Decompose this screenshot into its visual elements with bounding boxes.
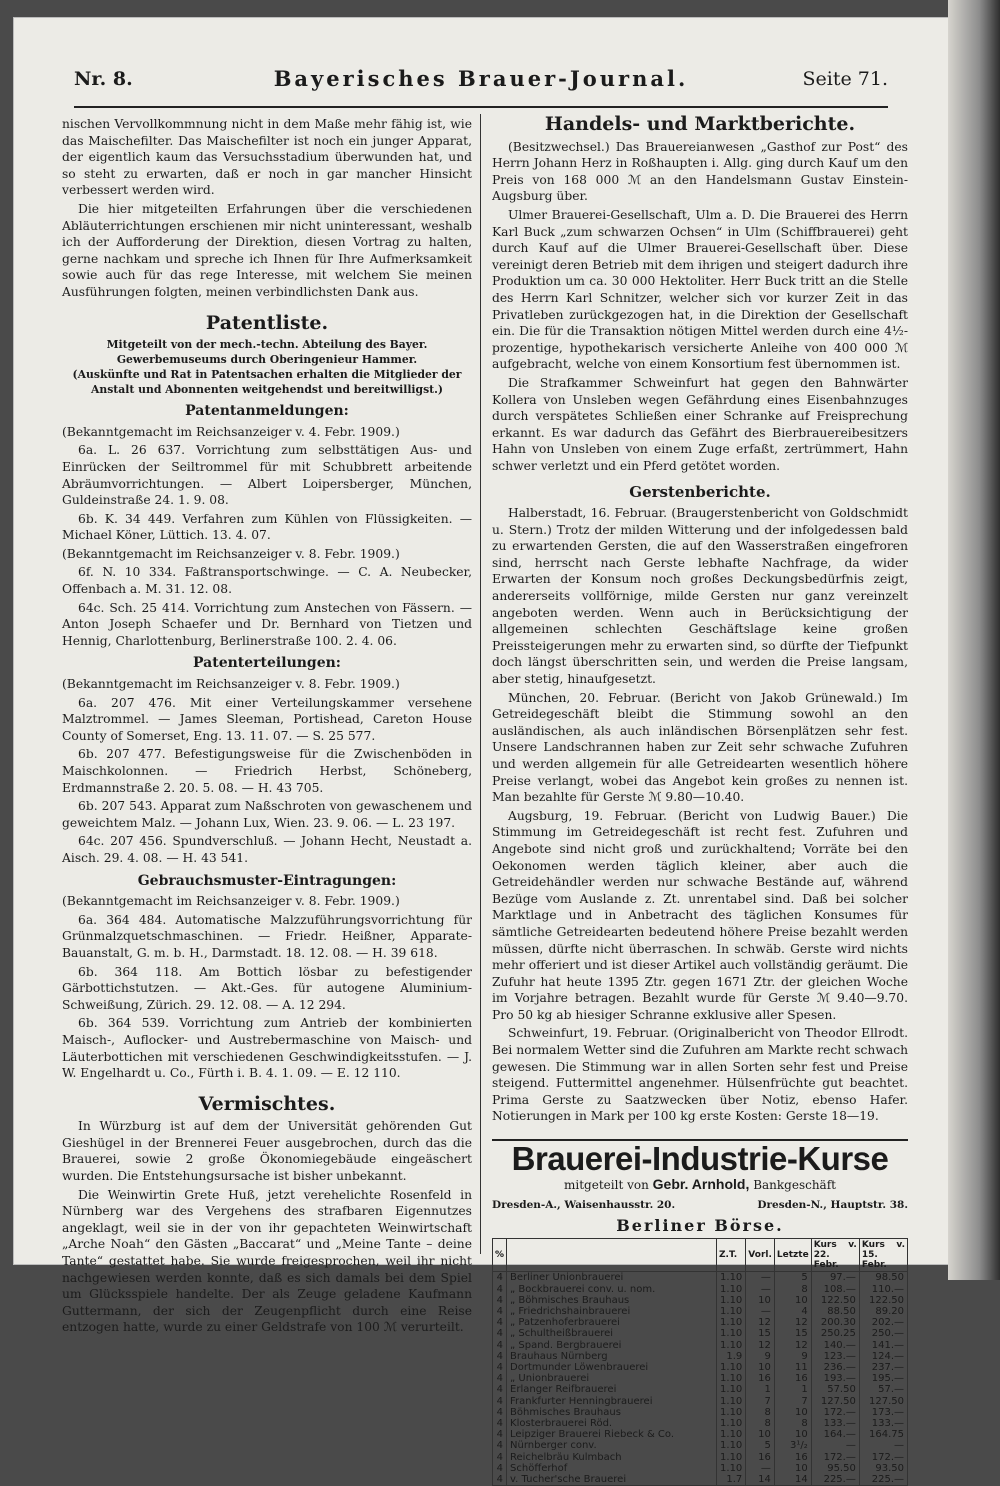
table-cell: 225.—	[859, 1474, 907, 1486]
gerste-paragraph: Schweinfurt, 19. Februar. (Originalbericht von Theodor Ellrodt. Bei normalem Wetter sind die Zufuhren am Markte recht schwach gewesen. Die Stimmung war in allen Sorten sehr fest und Preise steigend. Futtermittel angenehmer. Hülsenfrüchte gut beachtet. Prima Gerste zu Saatzwecken über Notiz, ebenso Hafer. Notierungen in Mark per 100 kg erste Kosten: Gerste 18—19.	[492, 1026, 908, 1124]
table-cell: 250.—	[859, 1328, 907, 1339]
table-cell: 127.50	[811, 1396, 859, 1407]
table-cell: 172.—	[859, 1452, 907, 1463]
table-cell: 250.25	[811, 1328, 859, 1339]
table-cell: 236.—	[811, 1362, 859, 1373]
page-number: Seite 71.	[802, 68, 888, 90]
table-cell: 141.—	[859, 1340, 907, 1351]
table-cell: 7	[746, 1396, 775, 1407]
intro-paragraph: nischen Vervollkommnung nicht in dem Maße mehr fähig ist, wie das Maischefilter. Das Maischefilter ist noch ein junger Apparat, der eigentlich kaum das Versuchsstadium überwunden hat, und so steht zu erwarten, daß er noch in gar mancher Hinsicht verbessert werden wird.	[62, 117, 472, 198]
vermischtes-paragraph: In Würzburg ist auf dem der Universität gehörenden Gut Gieshügel in der Brennerei Feuer ausgebrochen, durch das die Brauerei, sowie 2 große Ökonomiegebäude eingeäschert wurden. Die Entstehungsursache ist bisher unbekannt.	[62, 1119, 472, 1184]
table-row	[493, 1418, 908, 1429]
table-cell: 1.10	[717, 1384, 746, 1395]
table-cell: —	[859, 1440, 907, 1451]
intro-paragraph: Die hier mitgeteilten Erfahrungen über die verschiedenen Abläuterrichtungen erschienen mir nicht uninteressant, weshalb ich der Aufforderung der Direktion, diesen Vortrag zu halten, gerne nachkam und spreche ich Ihnen für Ihre Aufmerksamkeit sowie auch für das rege Interesse, mit welchem Sie meinen Ausführungen folgten, meinen verbindlichsten Dank aus.	[62, 201, 472, 299]
table-cell: 10	[774, 1429, 811, 1440]
brewery-name: „ Böhmisches Brauhaus	[507, 1295, 717, 1306]
col-header-zt: Z.T.	[717, 1239, 746, 1272]
table-cell: 122.50	[859, 1295, 907, 1306]
table-cell: 4	[493, 1440, 507, 1451]
vermischtes-paragraph: Die Weinwirtin Grete Huß, jetzt verehelichte Rosenfeld in Nürnberg war des Vergehens des strafbaren Eigennutzes angeklagt, weil sie in der von ihr gepachteten Weinwirtschaft „Arche Noah“ den Gästen „Baccarat“ und „Meine Tante – deine Tante“ gestattet habe. Sie wurde freigesprochen, weil ihr nicht nachgewiesen werden konnte, daß es sich damals bei dem Spiel um Glücksspiele handelte. Der als Zeuge geladene Kaufmann Guttermann, der sich der Zeugenpflicht durch eine Reise entzogen hatte, wurde zu einer Geldstrafe von 100 ℳ verurteilt.	[62, 1187, 472, 1335]
table-cell: 10	[746, 1295, 775, 1306]
col-header-name	[507, 1239, 717, 1272]
table-cell: 1.10	[717, 1373, 746, 1384]
patent-entry: 6b. 364 118. Am Bottich lösbar zu befestigender Gärbottichstutzen. — Akt.-Ges. für autogene Aluminium-Schweißung, Zürich. 29. 12. 08. — A. 12 294.	[62, 964, 472, 1012]
table-cell: 8	[774, 1418, 811, 1429]
table-cell: 4	[493, 1362, 507, 1373]
table-cell: 10	[774, 1407, 811, 1418]
brewery-name: Reichelbräu Kulmbach	[507, 1452, 717, 1463]
patent-entry: (Bekanntgemacht im Reichsanzeiger v. 4. Febr. 1909.)	[62, 424, 400, 439]
table-cell: 93.50	[859, 1463, 907, 1474]
left-column	[62, 116, 472, 1338]
table-row	[493, 1373, 908, 1384]
table-cell: 237.—	[859, 1362, 907, 1373]
table-cell: 97.—	[811, 1272, 859, 1284]
brewery-name: Böhmisches Brauhaus	[507, 1407, 717, 1418]
table-row	[493, 1440, 908, 1451]
brewery-name: Brauhaus Nürnberg	[507, 1351, 717, 1362]
table-cell: 1.10	[717, 1272, 746, 1284]
table-cell: 1.10	[717, 1452, 746, 1463]
table-cell: 173.—	[859, 1407, 907, 1418]
table-cell: 1.10	[717, 1396, 746, 1407]
table-cell: 4	[493, 1340, 507, 1351]
table-cell: 15	[746, 1328, 775, 1339]
table-row	[493, 1306, 908, 1317]
brewery-name: Berliner Unionbrauerei	[507, 1272, 717, 1284]
anmeldungen-heading: Patentanmeldungen:	[185, 403, 349, 420]
table-cell: 16	[746, 1373, 775, 1384]
table-cell: 140.—	[811, 1340, 859, 1351]
table-cell: 89.20	[859, 1306, 907, 1317]
brewery-name: Schöfferhof	[507, 1463, 717, 1474]
table-cell: 1.10	[717, 1429, 746, 1440]
erteilungen-heading: Patenterteilungen:	[193, 655, 341, 672]
table-row	[493, 1351, 908, 1362]
table-cell: 11	[774, 1362, 811, 1373]
table-cell: 1.10	[717, 1317, 746, 1328]
table-cell: 202.—	[859, 1317, 907, 1328]
table-cell: 1.10	[717, 1284, 746, 1295]
table-cell: 4	[493, 1272, 507, 1284]
table-cell: 9	[774, 1351, 811, 1362]
table-cell: 133.—	[859, 1418, 907, 1429]
patent-entry: 6b. 207 477. Befestigungsweise für die Zwischenböden in Maischkolonnen. — Friedrich Herbst, Schöneberg, Erdmannstraße 2. 20. 5. 08. — H. 43 705.	[62, 747, 472, 795]
kurse-addresses	[492, 1197, 908, 1214]
brewery-name: Erlanger Reifbrauerei	[507, 1384, 717, 1395]
patent-entry: 64c. Sch. 25 414. Vorrichtung zum Anstechen von Fässern. — Anton Joseph Schaefer und Dr. Bernhard von Tietzen und Hennig, Charlottenburg, Berlinerstraße 100. 2. 4. 06.	[62, 600, 472, 648]
table-cell: 16	[774, 1373, 811, 1384]
table-row	[493, 1295, 908, 1306]
table-cell: 57.50	[811, 1384, 859, 1395]
table-cell: 4	[493, 1429, 507, 1440]
table-cell: 9	[746, 1351, 775, 1362]
table-cell: —	[746, 1284, 775, 1295]
col-header-kurs-15: Kurs v. 15. Febr.	[859, 1239, 907, 1272]
column-divider	[480, 114, 481, 1254]
table-cell: 164.75	[859, 1429, 907, 1440]
table-cell: 4	[493, 1306, 507, 1317]
journal-title: Bayerisches Brauer-Journal.	[273, 66, 689, 91]
brewery-name: „ Bockbrauerei conv. u. nom.	[507, 1284, 717, 1295]
table-cell: 12	[746, 1317, 775, 1328]
kurse-firm: Gebr. Arnhold,	[652, 1175, 750, 1192]
gerstenberichte-heading: Gerstenberichte.	[629, 483, 771, 502]
kurse-source	[492, 1176, 908, 1194]
table-cell: —	[746, 1272, 775, 1284]
table-row	[493, 1272, 908, 1284]
table-cell: 4	[493, 1452, 507, 1463]
table-cell: 1.10	[717, 1463, 746, 1474]
col-header-percent: %	[493, 1239, 507, 1272]
table-row	[493, 1317, 908, 1328]
table-cell: 122.50	[811, 1295, 859, 1306]
patent-entry: 6b. K. 34 449. Verfahren zum Kühlen von Flüssigkeiten. — Michael Köner, Lüttich. 13. 4. 07.	[62, 511, 472, 543]
table-cell: 4	[774, 1306, 811, 1317]
table-row	[493, 1362, 908, 1373]
table-cell: 10	[774, 1295, 811, 1306]
table-row	[493, 1474, 908, 1486]
table-cell: 4	[493, 1295, 507, 1306]
table-row	[493, 1429, 908, 1440]
table-cell: 1.10	[717, 1362, 746, 1373]
table-cell: 1	[774, 1384, 811, 1395]
patent-entry: 6b. 207 543. Apparat zum Naßschroten von gewaschenem und geweichtem Malz. — Johann Lux, Wien. 23. 9. 06. — L. 23 197.	[62, 799, 472, 830]
binding-edge	[948, 0, 1000, 1280]
table-cell: 193.—	[811, 1373, 859, 1384]
kurse-firm-sub: Bankgeschäft	[753, 1177, 836, 1192]
table-row	[493, 1328, 908, 1339]
table-row	[493, 1340, 908, 1351]
table-cell: 16	[746, 1452, 775, 1463]
table-cell: 172.—	[811, 1407, 859, 1418]
table-cell: 200.30	[811, 1317, 859, 1328]
table-cell: 172.—	[811, 1452, 859, 1463]
table-cell: 123.—	[811, 1351, 859, 1362]
patent-entry: (Bekanntgemacht im Reichsanzeiger v. 8. Febr. 1909.)	[62, 546, 400, 561]
brewery-name: Nürnberger conv.	[507, 1440, 717, 1451]
gerste-paragraph: München, 20. Februar. (Bericht von Jakob Grünewald.) Im Getreidegeschäft bleibt die Stimmung sowohl an den ausländischen, als auch inländischen Börsenplätzen sehr fest. Unsere Landschrannen haben zur Zeit sehr schwache Zufuhren und werden allgemein für alle Getreidearten wesentlich höhere Preise verlangt, wobei das Angebot kein großes zu nennen ist. Man bezahlte für Gerste ℳ 9.80—10.40.	[492, 690, 908, 805]
brewery-name: v. Tucher'sche Brauerei	[507, 1474, 717, 1486]
table-cell: 4	[493, 1384, 507, 1395]
gebrauchsmuster-heading: Gebrauchsmuster-Eintragungen:	[137, 872, 397, 889]
table-cell: 95.50	[811, 1463, 859, 1474]
table-cell: 4	[493, 1396, 507, 1407]
brewery-name: Leipziger Brauerei Riebeck & Co.	[507, 1429, 717, 1440]
handel-paragraph: (Besitzwechsel.) Das Brauereianwesen „Gasthof zur Post“ des Herrn Johann Herz in Roßhaupten i. Allg. ging durch Kauf um den Preis von 168 000 ℳ an den Handelsmann Gustav Einstein-Augsburg über.	[492, 139, 908, 204]
handelsberichte-heading: Handels- und Marktberichte.	[544, 113, 856, 135]
patent-entry: 6b. 364 539. Vorrichtung zum Antrieb der kombinierten Maisch-, Auflocker- und Austrebermaschine von Maisch- und Läuterbottichen mit verschiedenen Geschwindigkeitsstufen. — J. W. Engelhardt u. Co., Fürth i. B. 4. 1. 09. — E. 12 110.	[62, 1016, 472, 1081]
table-cell: 110.—	[859, 1284, 907, 1295]
right-column	[492, 113, 908, 1486]
table-cell: 4	[493, 1284, 507, 1295]
table-cell: 12	[774, 1317, 811, 1328]
table-cell: 5	[746, 1440, 775, 1451]
table-cell: 1.10	[717, 1440, 746, 1451]
table-cell: 14	[746, 1474, 775, 1486]
table-cell: 164.—	[811, 1429, 859, 1440]
kurse-source-label: mitgeteilt von	[564, 1177, 649, 1192]
brewery-name: „ Friedrichshainbrauerei	[507, 1306, 717, 1317]
brewery-name: „ Patzenhoferbrauerei	[507, 1317, 717, 1328]
table-cell: 108.—	[811, 1284, 859, 1295]
brewery-name: Frankfurter Henningbrauerei	[507, 1396, 717, 1407]
table-cell: 1.10	[717, 1407, 746, 1418]
table-cell: 1.10	[717, 1295, 746, 1306]
table-cell: 4	[493, 1373, 507, 1384]
table-cell: 57.—	[859, 1384, 907, 1395]
patent-entry: 6a. 207 476. Mit einer Verteilungskammer versehene Malztrommel. — James Sleeman, Portishead, Careton House County of Somerset, Eng. 13. 11. 07. — S. 25 577.	[62, 695, 472, 743]
table-cell: 4	[493, 1351, 507, 1362]
table-row	[493, 1396, 908, 1407]
table-cell: 127.50	[859, 1396, 907, 1407]
table-cell: —	[746, 1463, 775, 1474]
kurse-body	[493, 1272, 908, 1486]
table-cell: 225.—	[811, 1474, 859, 1486]
table-cell: 10	[746, 1362, 775, 1373]
patent-entry: 6a. L. 26 637. Vorrichtung zum selbsttätigen Aus- und Einrücken der Seiltrommel für mit Schubbrett arbeitende Abräumvorrichtungen. — Albert Loipersberger, München, Guldeinstraße 24. 1. 9. 08.	[62, 443, 472, 508]
page-header	[74, 60, 888, 100]
table-cell: 8	[774, 1284, 811, 1295]
table-cell: 12	[746, 1340, 775, 1351]
table-cell: —	[811, 1440, 859, 1451]
table-cell: 4	[493, 1418, 507, 1429]
table-cell: 3¹/₂	[774, 1440, 811, 1451]
col-header-letzte: Letzte	[774, 1239, 811, 1272]
table-cell: 4	[493, 1317, 507, 1328]
boerse-heading: Berliner Börse.	[616, 1215, 784, 1235]
kurse-table	[492, 1238, 908, 1486]
header-rule	[74, 106, 888, 108]
table-cell: 1.9	[717, 1351, 746, 1362]
table-cell: 1.10	[717, 1328, 746, 1339]
table-cell: 88.50	[811, 1306, 859, 1317]
handel-paragraph: Ulmer Brauerei-Gesellschaft, Ulm a. D. Die Brauerei des Herrn Karl Buck „zum schwarzen Ochsen“ in Ulm (Schiffbrauerei) geht durch Kauf auf die Ulmer Brauerei-Gesellschaft über. Diese vereinigt deren Betrieb mit dem ihrigen und steigert dadurch ihre Produktion um ca. 30 000 Hektoliter. Herr Buck tritt an die Stelle des Herrn Karl Schnitzer, welcher sich vor kurzer Zeit in das Privatleben zurückgezogen hat, in die Direktion der Gesellschaft ein. Die für die Transaktion nötigen Mittel werden durch eine 4½-prozentige, hypothekarisch versicherte Anleihe von 400 000 ℳ aufgebracht, welche von einem Konsortium fest übernommen ist.	[492, 207, 908, 372]
issue-number: Nr. 8.	[74, 68, 133, 90]
table-cell: 7	[774, 1396, 811, 1407]
newspaper-page	[14, 18, 948, 1486]
table-row	[493, 1284, 908, 1295]
table-cell: 1	[746, 1384, 775, 1395]
brewery-name: Klosterbrauerei Röd.	[507, 1418, 717, 1429]
brewery-name: „ Schultheißbrauerei	[507, 1328, 717, 1339]
brewery-name: „ Unionbrauerei	[507, 1373, 717, 1384]
handel-paragraph: Die Strafkammer Schweinfurt hat gegen den Bahnwärter Kollera von Unsleben wegen Gefährdung eines Eisenbahnzuges durch verspätetes Schließen einer Schranke auf Freisprechung erkannt. Es war dadurch das Gefährt des Bierbrauereibesitzers Hahn von Unsleben von einem Zuge erfaßt, zertrümmert, Hahn schwer verletzt und ein Pferd getötet worden.	[492, 375, 908, 473]
col-header-vorl: Vorl.	[746, 1239, 775, 1272]
table-cell: 4	[493, 1407, 507, 1418]
table-row	[493, 1407, 908, 1418]
brewery-name: Dortmunder Löwenbrauerei	[507, 1362, 717, 1373]
table-cell: 8	[746, 1407, 775, 1418]
table-cell: 133.—	[811, 1418, 859, 1429]
table-row	[493, 1452, 908, 1463]
table-cell: 10	[746, 1429, 775, 1440]
vermischtes-heading: Vermischtes.	[198, 1092, 336, 1115]
address-left: Dresden-A., Waisenhausstr. 20.	[492, 1199, 676, 1212]
table-cell: 1.10	[717, 1306, 746, 1317]
table-cell: 1.10	[717, 1418, 746, 1429]
table-cell: 10	[774, 1463, 811, 1474]
table-cell: 5	[774, 1272, 811, 1284]
table-row	[493, 1463, 908, 1474]
table-cell: 8	[746, 1418, 775, 1429]
patentliste-subtitle: Mitgeteilt von der mech.-techn. Abteilung des Bayer. Gewerbemuseums durch Oberingenieur Hammer.	[106, 338, 428, 367]
table-cell: 1.7	[717, 1474, 746, 1486]
table-cell: 14	[774, 1474, 811, 1486]
table-cell: 4	[493, 1474, 507, 1486]
patent-entry: (Bekanntgemacht im Reichsanzeiger v. 8. Febr. 1909.)	[62, 677, 400, 692]
kurse-header-row	[493, 1239, 908, 1272]
kurse-heading: Brauerei-Industrie-Kurse	[492, 1139, 908, 1168]
patent-entry: (Bekanntgemacht im Reichsanzeiger v. 8. Febr. 1909.)	[62, 894, 400, 909]
patentliste-heading: Patentliste.	[205, 311, 329, 334]
col-header-kurs-22: Kurs v. 22. Febr.	[811, 1239, 859, 1272]
table-cell: 12	[774, 1340, 811, 1351]
gerste-paragraph: Halberstadt, 16. Februar. (Braugerstenbericht von Goldschmidt u. Stern.) Trotz der milden Witterung und der infolgedessen bald zu erwartenden Gersten, die auf den Wasserstraßen eingefroren sind, herrscht nach Gerste lebhafte Nachfrage, da wider Erwarten der Konsum noch großes Deckungsbedürfnis zeigt, andererseits vollförnige, milde Gersten nur ganz vereinzelt angeboten werden. Wenn auch in Berücksichtigung der allgemeinen schlechten Geschäftslage keine großen Preissteigerungen mehr zu erwarten sind, so dürfte der Tiefpunkt doch längst überschritten sein, und werden die Preise langsam, aber stetig, hinaufgesetzt.	[492, 506, 908, 686]
table-cell: 16	[774, 1452, 811, 1463]
patent-entry: 6f. N. 10 334. Faßtransportschwinge. — C. A. Neubecker, Offenbach a. M. 31. 12. 08.	[62, 565, 472, 597]
gerste-paragraph: Augsburg, 19. Februar. (Bericht von Ludwig Bauer.) Die Stimmung im Getreidegeschäft ist recht fest. Zufuhren und Angebote sind nicht groß und zurückhaltend; Vorräte bei den Oekonomen werden täglich kleiner, aber auch die Getreidehändler werden nur schwache Bestände auf, während Bezüge vom Auslande z. Zt. unrentabel sind. Daß bei solcher Marktlage und in Anbetracht des täglichen Konsumes für sämtliche Getreidearten bedeutend höhere Preise bezahlt werden müssen, dürfte nicht überraschen. In schwäb. Gerste wird nichts mehr offeriert und ist dieser Artikel auch vollständig geräumt. Die Zufuhr hat heute 1395 Ztr. gegen 1671 Ztr. der gleichen Woche im Vorjahre betragen. Bezahlt wurde für Gerste ℳ 9.40—9.70. Pro 50 kg ab hiesiger Schranne exklusive aller Spesen.	[492, 808, 908, 1022]
table-cell: 4	[493, 1328, 507, 1339]
patent-entry: 6a. 364 484. Automatische Malzzuführungsvorrichtung für Grünmalzquetschmaschinen. — Friedr. Heißner, Apparate-Bauanstalt, G. m. b. H., Darmstadt. 18. 12. 08. — H. 39 618.	[62, 912, 472, 960]
table-cell: 15	[774, 1328, 811, 1339]
table-row	[493, 1384, 908, 1395]
table-cell: 195.—	[859, 1373, 907, 1384]
address-right: Dresden-N., Hauptstr. 38.	[757, 1199, 908, 1212]
patentliste-note: (Auskünfte und Rat in Patentsachen erhalten die Mitglieder der Anstalt und Abonnenten weitgehendst und bereitwilligst.)	[72, 368, 462, 397]
table-cell: 124.—	[859, 1351, 907, 1362]
patent-entry: 64c. 207 456. Spundverschluß. — Johann Hecht, Neustadt a. Aisch. 29. 4. 08. — H. 43 541.	[62, 834, 472, 865]
table-cell: —	[746, 1306, 775, 1317]
brewery-name: „ Spand. Bergbrauerei	[507, 1340, 717, 1351]
table-cell: 4	[493, 1463, 507, 1474]
table-cell: 98.50	[859, 1272, 907, 1284]
table-cell: 1.10	[717, 1340, 746, 1351]
